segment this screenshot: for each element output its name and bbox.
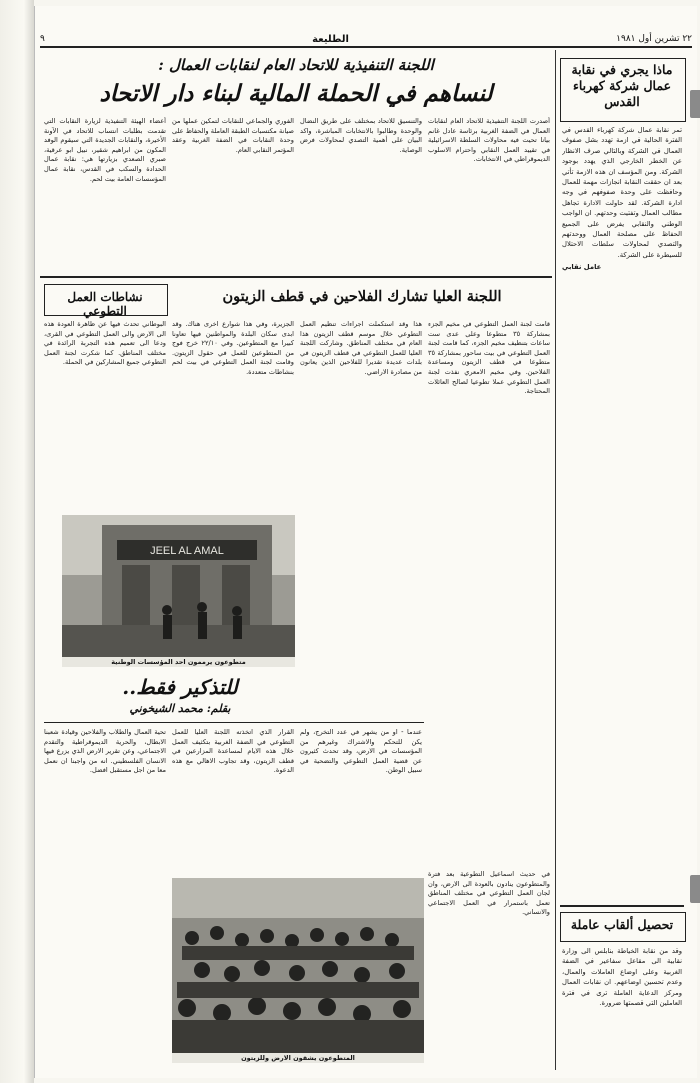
remember-col-2: القرار الذي اتخذته اللجنة العليا للعمل التطوعي في الضفة الغربية بتكثيف العمل خلال هذه الايام لمساعدة المزارعين في قطف الزيتون، وقد تجاوب الاهالي مع هذه الدعوة.	[172, 728, 294, 775]
remember-byline: بقلم: محمد الشيخوني	[129, 702, 231, 715]
column-divider	[555, 50, 556, 1070]
section-rule	[40, 276, 552, 278]
crowd-photo-caption: المتطوعون يشقون الارض وللزيتون	[172, 1053, 424, 1063]
remember-headline: للتذكير فقط..	[122, 675, 238, 699]
binder-clip	[690, 875, 700, 903]
slogan-body: وقد من نقابة الخياطة بنابلس الى وزارة نقابية الى مقاعل سفاعير في الضفة الغربية وعلى اوضاع العاملات والعمال، وعدم تحسين اوضاعهم. ان نقابات العمال ومركز الدعاية العاملة ترى في فترة العاملين التي قصمتها ضرورة.	[562, 947, 682, 1008]
lead-headline: لنساهم في الحملة المالية لبناء دار الاتحاد	[99, 80, 493, 107]
remember-col-1: عندما - او من يشهر في عدد التخرج، ولم يكن للتحكم والاشتراك وغيرهم من المؤسسات في الارض، وقد تحدث كثيرون عن قضية العمل التطوعي والتضحية في سبيل الوطن.	[300, 728, 422, 775]
lead-col-1: أصدرت اللجنة التنفيذية للاتحاد العام لنقابات العمال في الضفة الغربية برئاسة عادل غانم بيانا تحيت فيه محاولات السلطة الاسرائيلية في تقييد العمل النقابي واحترام الاسلوب الديموقراطي في الانتخابات.	[428, 117, 550, 164]
remember-col-4: تحية العمال والطلاب والفلاحين وقيادة شعبنا الابطال، والحرية الديموقراطية والتقدم الاجتماعي، وعن تقرير الارض الذي يزرع فيها الانسان الفلسطيني. انه من واجبنا ان نعمل معا من اجل مستقبل افضل.	[44, 728, 166, 775]
right-column-body	[562, 125, 682, 900]
lead-col-3: الفوري والجماعي للنقابات لتمكين عملها من صيانة مكتسبات الطبقة العاملة والحفاظ على وحدة النقابات في الضفة الغربية وعقد المؤتمر النقابي العام.	[172, 117, 294, 154]
lead-kicker: اللجنة التنفيذية للاتحاد العام لنقابات العمال :	[158, 56, 434, 74]
right-column-text: تمر نقابة عمال شركة كهرباء القدس في الفترة الحالية في ازمة تهدد بشل صفوف العمال في الشركة وبالتالي صرف الانظار عن الخطر الخارجي الذي يهدد بوجود الشركة. ومن المؤسف ان هذه الازمة تأتي بعد ان حققت النقابة انجازات مهمة للعمال وحافظت على وحدة صفوفهم في وجه ادارة الشركة. لقد حاولت الادارة تجاهل مطالب العمال وتفتيت وحدتهم. ان الواجب الوطني والنقابي يفرض على الجميع الحفاظ على مصلحة العمال ووحدتهم والتصدي لمحاولات سلطات الاحتلال للسيطرة على الشركة.	[562, 126, 682, 259]
issue-date: ٢٢ تشرين أول ١٩٨١	[616, 34, 692, 44]
activities-col-2: هذا وقد استكملت اجراءات تنظيم العمل التطوعي خلال موسم قطف الزيتون هذا العام في مختلف المناطق. وشاركت اللجنة العليا للعمل التطوعي في قطف الزيتون في بلدات عديدة تقديرا للفلاحين الذين يعانون من مصادرة الاراضي.	[300, 320, 422, 376]
page-number: ٩	[40, 34, 45, 44]
binder-clip	[690, 90, 700, 118]
scan-edge	[0, 0, 34, 1083]
crowd-photo	[172, 878, 424, 1053]
section-rule	[560, 905, 684, 907]
photo-illustration	[62, 515, 295, 657]
lead-col-4: أعضاء الهيئة التنفيذية لزيارة النقابات التي تقدمت بطلبات انتساب للاتحاد في الآونة الأخيرة، والنقابات الجديدة التي سيقوم الوفد المكون من ابراهيم شقير، نبيل ابو عرقية، صبري الصعدي بزيارتها هي: نقابة عمال الحدادة والسكب في القدس، نقابة عمال المؤسسات العامة بيت لحم.	[44, 117, 166, 183]
slogan-headline: تحصيل ألقاب عاملة	[570, 917, 674, 932]
activities-col-3: الجزيرة، وفي هذا شوارع اخرى هناك. وقد ابدى سكان البلدة والمواطنين فيها تعاونا كبيرا مع المتطوعين. وفي ٢٢/١٠ خرج فوج من المتطوعين للعمل في حقول الزيتون. وقامت لجنة العمل التطوعي في بيت لحم بنشاطات متعددة.	[172, 320, 294, 376]
volunteers-building-photo	[62, 515, 295, 657]
activities-headline: اللجنة العليا تشارك الفلاحين في قطف الزيتون	[222, 288, 502, 305]
crowd-illustration	[172, 878, 424, 1053]
section-rule	[44, 722, 424, 723]
activities-col-4: البوطاني تحدث فيها عن ظاهرة العودة هذه الى الارض والى العمل التطوعي في القرى، ودعا الى تعميم هذه التجربة الرائدة في مختلف المناطق. كما شكرت لجنة العمل التطوعي جميع المشاركين في الحملة.	[44, 320, 166, 367]
activities-section-title: نشاطات العمل التطوعي	[67, 290, 143, 318]
right-column-headline: ماذا يجري في نقابة عمال شركة كهرباء القدس	[571, 62, 673, 109]
right-column-signature: عامل نقابي	[562, 263, 602, 272]
activities-col-1: قامت لجنة العمل التطوعي في مخيم الجزء بمشاركة ٣٥ متطوعا وعلى عدى ست ساعات بتنظيف مخيم الجزء، كما قامت لجنة العمل التطوعي في بيت ساحور بمشاركة ٣٥ متطوعا في قطف الزيتون ومساعدة الفلاحين. وفي مخيم الامعري نفذت لجنة العمل التطوعي عملا تطوعيا لصالح العائلات المحتاجة.	[428, 320, 550, 396]
photo-sign-text: JEEL AL AMAL	[150, 545, 224, 557]
lead-col-2: والتنسيق للاتحاد بمختلف على طريق النضال والوحدة وطالبوا بالانتخابات المباشرة، واكد البيان على أهمية التصدي لمحاولات فرض الوصاية.	[300, 117, 422, 154]
page-header	[40, 32, 692, 48]
paper-name: الطليعة	[312, 33, 349, 45]
remember-col-3: في حديث اسماعيل التطوعية بعد فترة والمتطوعون ينادون بالعودة الى الارض، وان لجان العمل التطوعي في مختلف المناطق تعمل باستمرار في العمل الاجتماعي والانساني.	[428, 870, 550, 917]
volunteers-photo-caption: متطوعون يرممون احد المؤسسات الوطنية	[62, 657, 295, 667]
